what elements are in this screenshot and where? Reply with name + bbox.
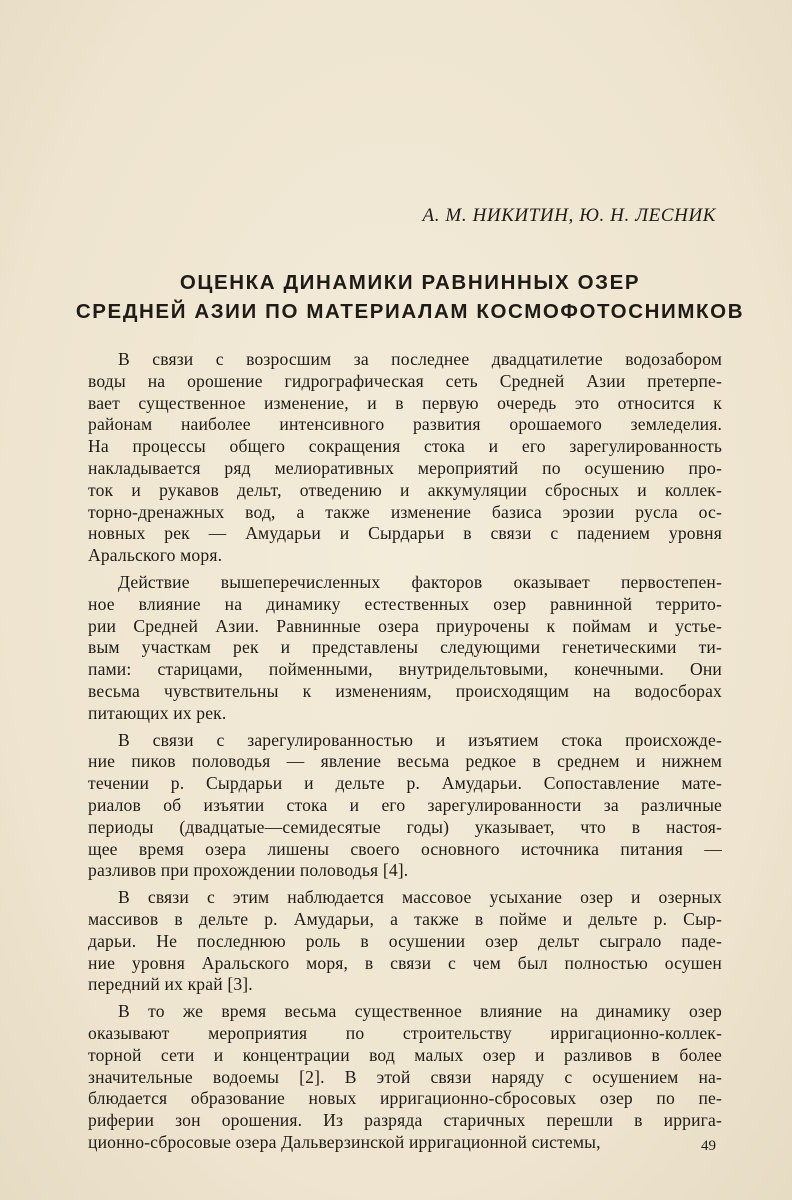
text-line: передний их край [3]. — [88, 974, 253, 995]
text-line: торной сети и концентрации вод малых озер и разливов в более — [88, 1044, 722, 1065]
article-body — [88, 349, 722, 1159]
title-line: ОЦЕНКА ДИНАМИКИ РАВНИННЫХ ОЗЕР — [179, 271, 641, 294]
text-line: В связи с этим наблюдается массовое усыхание озер и озерных — [118, 887, 722, 908]
text-line: вым участкам рек и представлены следующими генетическими ти- — [88, 637, 722, 658]
text-line: значительные водоемы [2]. В этой связи наряду с осушением на- — [88, 1066, 722, 1087]
paragraph — [88, 349, 722, 567]
text-line: дарьи. Не последнюю роль в осушении озер дельт сыграло паде- — [88, 930, 722, 951]
text-line: разливов при прохождении половодья [4]. — [88, 860, 409, 881]
paragraph — [88, 1001, 722, 1154]
text-line: воды на орошение гидрографическая сеть Средней Азии претерпе- — [88, 370, 722, 391]
title-line: СРЕДНЕЙ АЗИИ ПО МАТЕРИАЛАМ КОСМОФОТОСНИМКОВ — [75, 300, 745, 323]
text-line: ток и рукавов дельт, отведению и аккумуляции сбросных и коллек- — [88, 479, 722, 500]
text-line: рии Средней Азии. Равнинные озера приурочены к поймам и устье- — [88, 615, 722, 636]
authors-line: А. М. НИКИТИН, Ю. Н. ЛЕСНИК — [422, 205, 716, 226]
text-line: питающих их рек. — [88, 702, 227, 723]
article-title — [60, 268, 760, 326]
text-line: периоды (двадцатые—семидесятые годы) указывает, что в настоя- — [88, 816, 722, 837]
paragraph — [88, 572, 722, 725]
text-line: В то же время весьма существенное влияние на динамику озер — [118, 1001, 722, 1022]
text-line: щее время озера лишены своего основного источника питания — — [88, 838, 722, 859]
text-line: течении р. Сырдарьи и дельте р. Амударьи. Сопоставление мате- — [88, 773, 722, 794]
text-line: ционно-сбросовые озера Дальверзинской ирригационной системы, — [88, 1131, 601, 1152]
text-line: ное влияние на динамику естественных озер равнинной террито- — [88, 593, 722, 614]
text-line: торно-дренажных вод, а также изменение базиса эрозии русла ос- — [88, 501, 722, 522]
text-line: районам наиболее интенсивного развития орошаемого земледелия. — [88, 414, 722, 435]
text-line: массивов в дельте р. Амударьи, а также в пойме и дельте р. Сыр- — [88, 908, 722, 929]
text-line: В связи с возросшим за последнее двадцатилетие водозабором — [118, 349, 722, 369]
text-line: накладывается ряд мелиоративных мероприятий по осушению про- — [88, 457, 722, 478]
paragraph — [88, 887, 722, 996]
text-line: риалов об изъятии стока и его зарегулированности за различные — [88, 794, 722, 815]
text-line: пами: старицами, пойменными, внутридельтовыми, конечными. Они — [88, 659, 722, 680]
text-line: В связи с зарегулированностью и изъятием стока происхожде- — [118, 729, 722, 750]
text-line: новных рек — Амударьи и Сырдарьи в связи с падением уровня — [88, 523, 722, 544]
page-number: 49 — [701, 1138, 716, 1154]
text-line: риферии зон орошения. Из разряда старичных перешли в ирригa- — [88, 1110, 722, 1131]
text-line: весьма чувствительны к изменениям, происходящим на водосборах — [88, 680, 722, 701]
text-line: Действие вышеперечисленных факторов оказывает первостепен- — [118, 571, 722, 592]
text-line: На процессы общего сокращения стока и его зарегулированность — [88, 436, 722, 457]
text-line: ние уровня Аральского моря, в связи с чем был полностью осушен — [88, 952, 722, 973]
text-line: блюдается образование новых ирригационно-сбросовых озер по пе- — [88, 1088, 722, 1109]
paragraph — [88, 730, 722, 883]
text-line: ние пиков половодья — явление весьма редкое в среднем и нижнем — [88, 751, 722, 772]
text-line: Аральского моря. — [88, 545, 223, 566]
text-line: вает существенное изменение, и в первую очередь это относится к — [88, 392, 722, 413]
text-line: оказывают мероприятия по строительству ирригационно-коллек- — [88, 1022, 722, 1043]
